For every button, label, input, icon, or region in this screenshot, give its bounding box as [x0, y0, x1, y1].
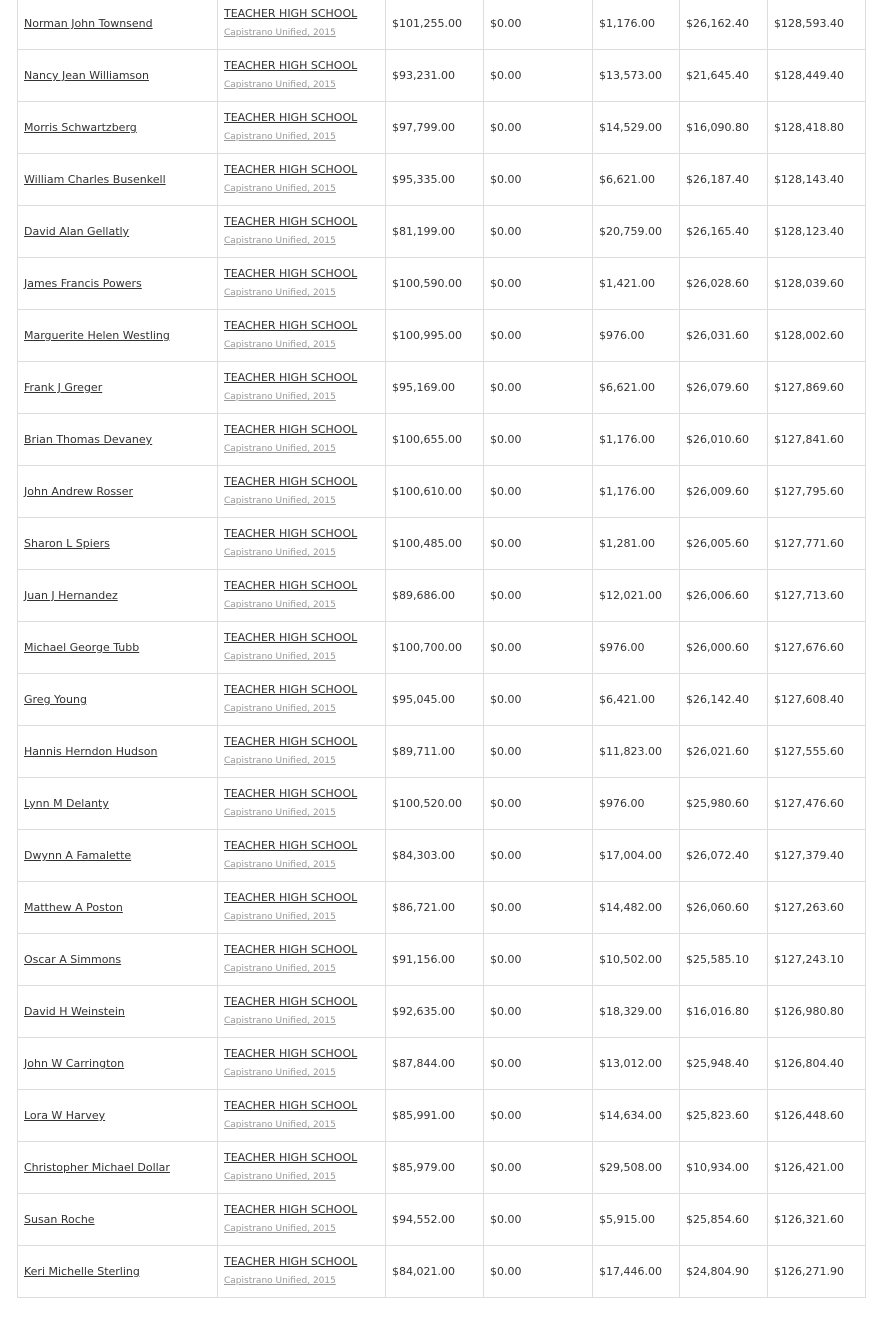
employee-name-link[interactable]: David H Weinstein: [24, 1005, 125, 1018]
other-pay-cell: $1,281.00: [593, 518, 680, 570]
employee-name-cell: [18, 50, 218, 102]
table-row: [18, 570, 866, 622]
benefits-cell: $26,000.60: [680, 622, 768, 674]
other-pay-cell: $12,021.00: [593, 570, 680, 622]
agency-year-link[interactable]: Capistrano Unified, 2015: [224, 80, 336, 90]
benefits-cell: $24,804.90: [680, 1246, 768, 1298]
employee-name-cell: [18, 1246, 218, 1298]
agency-year-link[interactable]: Capistrano Unified, 2015: [224, 1068, 336, 1078]
base-pay-cell: $95,169.00: [386, 362, 484, 414]
employee-name-link[interactable]: Marguerite Helen Westling: [24, 329, 170, 342]
overtime-pay-cell: $0.00: [484, 1194, 593, 1246]
job-title-link[interactable]: TEACHER HIGH SCHOOL: [224, 891, 358, 904]
job-title-link[interactable]: TEACHER HIGH SCHOOL: [224, 59, 358, 72]
employee-name-cell: [18, 622, 218, 674]
job-title-link[interactable]: TEACHER HIGH SCHOOL: [224, 735, 358, 748]
base-pay-cell: $93,231.00: [386, 50, 484, 102]
overtime-pay-cell: $0.00: [484, 986, 593, 1038]
other-pay-cell: $976.00: [593, 622, 680, 674]
employee-name-cell: [18, 1194, 218, 1246]
job-cell: [218, 674, 386, 726]
employee-name-cell: [18, 986, 218, 1038]
job-cell: [218, 570, 386, 622]
benefits-cell: $26,021.60: [680, 726, 768, 778]
agency-year-link[interactable]: Capistrano Unified, 2015: [224, 860, 336, 870]
job-cell: [218, 362, 386, 414]
table-row: [18, 414, 866, 466]
employee-name-cell: [18, 778, 218, 830]
job-cell: [218, 622, 386, 674]
benefits-cell: $26,142.40: [680, 674, 768, 726]
total-pay-cell: $127,379.40: [768, 830, 866, 882]
agency-year-link[interactable]: Capistrano Unified, 2015: [224, 236, 336, 246]
benefits-cell: $25,948.40: [680, 1038, 768, 1090]
job-cell: [218, 414, 386, 466]
job-cell: [218, 778, 386, 830]
job-title-link[interactable]: TEACHER HIGH SCHOOL: [224, 1255, 358, 1268]
employee-name-link[interactable]: Brian Thomas Devaney: [24, 433, 153, 446]
base-pay-cell: $100,610.00: [386, 466, 484, 518]
base-pay-cell: $94,552.00: [386, 1194, 484, 1246]
total-pay-cell: $126,980.80: [768, 986, 866, 1038]
job-title-link[interactable]: TEACHER HIGH SCHOOL: [224, 371, 358, 384]
other-pay-cell: $20,759.00: [593, 206, 680, 258]
job-title-link[interactable]: TEACHER HIGH SCHOOL: [224, 7, 358, 20]
job-cell: [218, 102, 386, 154]
job-cell: [218, 206, 386, 258]
other-pay-cell: $29,508.00: [593, 1142, 680, 1194]
total-pay-cell: $127,869.60: [768, 362, 866, 414]
other-pay-cell: $17,004.00: [593, 830, 680, 882]
job-cell: [218, 310, 386, 362]
overtime-pay-cell: $0.00: [484, 310, 593, 362]
job-cell: [218, 50, 386, 102]
benefits-cell: $26,006.60: [680, 570, 768, 622]
total-pay-cell: $128,418.80: [768, 102, 866, 154]
total-pay-cell: $127,841.60: [768, 414, 866, 466]
employee-name-cell: [18, 0, 218, 50]
agency-year-link[interactable]: Capistrano Unified, 2015: [224, 28, 336, 38]
other-pay-cell: $1,176.00: [593, 466, 680, 518]
employee-name-link[interactable]: Juan J Hernandez: [24, 589, 118, 602]
agency-year-link[interactable]: Capistrano Unified, 2015: [224, 964, 336, 974]
total-pay-cell: $127,713.60: [768, 570, 866, 622]
overtime-pay-cell: $0.00: [484, 50, 593, 102]
job-title-link[interactable]: TEACHER HIGH SCHOOL: [224, 1151, 358, 1164]
employee-name-link[interactable]: David Alan Gellatly: [24, 225, 130, 238]
table-row: [18, 934, 866, 986]
employee-name-link[interactable]: John W Carrington: [24, 1057, 125, 1070]
table-row: [18, 986, 866, 1038]
job-cell: [218, 1194, 386, 1246]
table-row: [18, 1246, 866, 1298]
employee-name-link[interactable]: Hannis Herndon Hudson: [24, 745, 158, 758]
employee-name-link[interactable]: Sharon L Spiers: [24, 537, 110, 550]
table-row: [18, 1090, 866, 1142]
job-title-link[interactable]: TEACHER HIGH SCHOOL: [224, 839, 358, 852]
employee-name-link[interactable]: Norman John Townsend: [24, 17, 153, 30]
salary-table: [17, 0, 866, 1298]
table-row: [18, 154, 866, 206]
total-pay-cell: $127,263.60: [768, 882, 866, 934]
overtime-pay-cell: $0.00: [484, 466, 593, 518]
overtime-pay-cell: $0.00: [484, 570, 593, 622]
table-row: [18, 778, 866, 830]
benefits-cell: $10,934.00: [680, 1142, 768, 1194]
table-row: [18, 830, 866, 882]
job-title-link[interactable]: TEACHER HIGH SCHOOL: [224, 111, 358, 124]
other-pay-cell: $6,621.00: [593, 154, 680, 206]
benefits-cell: $25,980.60: [680, 778, 768, 830]
table-row: [18, 466, 866, 518]
other-pay-cell: $5,915.00: [593, 1194, 680, 1246]
other-pay-cell: $10,502.00: [593, 934, 680, 986]
total-pay-cell: $126,804.40: [768, 1038, 866, 1090]
benefits-cell: $16,016.80: [680, 986, 768, 1038]
base-pay-cell: $100,995.00: [386, 310, 484, 362]
base-pay-cell: $81,199.00: [386, 206, 484, 258]
job-cell: [218, 518, 386, 570]
agency-year-link[interactable]: Capistrano Unified, 2015: [224, 288, 336, 298]
agency-year-link[interactable]: Capistrano Unified, 2015: [224, 808, 336, 818]
table-row: [18, 674, 866, 726]
benefits-cell: $26,010.60: [680, 414, 768, 466]
overtime-pay-cell: $0.00: [484, 154, 593, 206]
other-pay-cell: $1,176.00: [593, 0, 680, 50]
total-pay-cell: $126,321.60: [768, 1194, 866, 1246]
base-pay-cell: $95,045.00: [386, 674, 484, 726]
agency-year-link[interactable]: Capistrano Unified, 2015: [224, 704, 336, 714]
benefits-cell: $26,187.40: [680, 154, 768, 206]
other-pay-cell: $13,012.00: [593, 1038, 680, 1090]
other-pay-cell: $6,421.00: [593, 674, 680, 726]
job-cell: [218, 1038, 386, 1090]
total-pay-cell: $127,608.40: [768, 674, 866, 726]
employee-name-link[interactable]: Christopher Michael Dollar: [24, 1161, 170, 1174]
employee-name-cell: [18, 674, 218, 726]
agency-year-link[interactable]: Capistrano Unified, 2015: [224, 652, 336, 662]
employee-name-link[interactable]: Keri Michelle Sterling: [24, 1265, 140, 1278]
employee-name-link[interactable]: Frank J Greger: [24, 381, 103, 394]
table-row: [18, 1142, 866, 1194]
benefits-cell: $26,162.40: [680, 0, 768, 50]
job-cell: [218, 1246, 386, 1298]
employee-name-cell: [18, 154, 218, 206]
overtime-pay-cell: $0.00: [484, 1090, 593, 1142]
benefits-cell: $25,854.60: [680, 1194, 768, 1246]
other-pay-cell: $1,176.00: [593, 414, 680, 466]
other-pay-cell: $17,446.00: [593, 1246, 680, 1298]
job-title-link[interactable]: TEACHER HIGH SCHOOL: [224, 319, 358, 332]
other-pay-cell: $18,329.00: [593, 986, 680, 1038]
employee-name-cell: [18, 934, 218, 986]
benefits-cell: $26,009.60: [680, 466, 768, 518]
job-cell: [218, 986, 386, 1038]
overtime-pay-cell: $0.00: [484, 622, 593, 674]
employee-name-link[interactable]: Nancy Jean Williamson: [24, 69, 149, 82]
job-cell: [218, 934, 386, 986]
employee-name-cell: [18, 570, 218, 622]
total-pay-cell: $128,449.40: [768, 50, 866, 102]
employee-name-cell: [18, 414, 218, 466]
other-pay-cell: $14,634.00: [593, 1090, 680, 1142]
agency-year-link[interactable]: Capistrano Unified, 2015: [224, 184, 336, 194]
overtime-pay-cell: $0.00: [484, 882, 593, 934]
employee-name-link[interactable]: Oscar A Simmons: [24, 953, 122, 966]
job-title-link[interactable]: TEACHER HIGH SCHOOL: [224, 215, 358, 228]
agency-year-link[interactable]: Capistrano Unified, 2015: [224, 1120, 336, 1130]
employee-name-cell: [18, 310, 218, 362]
employee-name-link[interactable]: Matthew A Poston: [24, 901, 123, 914]
base-pay-cell: $84,021.00: [386, 1246, 484, 1298]
total-pay-cell: $127,795.60: [768, 466, 866, 518]
overtime-pay-cell: $0.00: [484, 1142, 593, 1194]
employee-name-cell: [18, 882, 218, 934]
job-cell: [218, 466, 386, 518]
employee-name-cell: [18, 518, 218, 570]
agency-year-link[interactable]: Capistrano Unified, 2015: [224, 756, 336, 766]
overtime-pay-cell: $0.00: [484, 102, 593, 154]
base-pay-cell: $85,991.00: [386, 1090, 484, 1142]
overtime-pay-cell: $0.00: [484, 1246, 593, 1298]
employee-name-cell: [18, 1038, 218, 1090]
base-pay-cell: $100,485.00: [386, 518, 484, 570]
overtime-pay-cell: $0.00: [484, 206, 593, 258]
salary-table-body: [18, 0, 866, 1298]
employee-name-link[interactable]: Dwynn A Famalette: [24, 849, 132, 862]
overtime-pay-cell: $0.00: [484, 258, 593, 310]
job-title-link[interactable]: TEACHER HIGH SCHOOL: [224, 787, 358, 800]
job-title-link[interactable]: TEACHER HIGH SCHOOL: [224, 683, 358, 696]
agency-year-link[interactable]: Capistrano Unified, 2015: [224, 1224, 336, 1234]
job-title-link[interactable]: TEACHER HIGH SCHOOL: [224, 267, 358, 280]
overtime-pay-cell: $0.00: [484, 1038, 593, 1090]
employee-name-link[interactable]: Morris Schwartzberg: [24, 121, 137, 134]
job-title-link[interactable]: TEACHER HIGH SCHOOL: [224, 1047, 358, 1060]
job-title-link[interactable]: TEACHER HIGH SCHOOL: [224, 943, 358, 956]
employee-name-cell: [18, 466, 218, 518]
employee-name-cell: [18, 726, 218, 778]
table-row: [18, 726, 866, 778]
job-cell: [218, 1090, 386, 1142]
job-title-link[interactable]: TEACHER HIGH SCHOOL: [224, 631, 358, 644]
base-pay-cell: $89,686.00: [386, 570, 484, 622]
overtime-pay-cell: $0.00: [484, 362, 593, 414]
agency-year-link[interactable]: Capistrano Unified, 2015: [224, 548, 336, 558]
job-cell: [218, 830, 386, 882]
job-cell: [218, 882, 386, 934]
overtime-pay-cell: $0.00: [484, 778, 593, 830]
agency-year-link[interactable]: Capistrano Unified, 2015: [224, 1016, 336, 1026]
total-pay-cell: $126,271.90: [768, 1246, 866, 1298]
employee-name-link[interactable]: Michael George Tubb: [24, 641, 140, 654]
job-cell: [218, 0, 386, 50]
overtime-pay-cell: $0.00: [484, 726, 593, 778]
benefits-cell: $16,090.80: [680, 102, 768, 154]
base-pay-cell: $91,156.00: [386, 934, 484, 986]
employee-name-link[interactable]: John Andrew Rosser: [24, 485, 134, 498]
job-cell: [218, 1142, 386, 1194]
overtime-pay-cell: $0.00: [484, 830, 593, 882]
other-pay-cell: $14,529.00: [593, 102, 680, 154]
table-row: [18, 1194, 866, 1246]
employee-name-link[interactable]: William Charles Busenkell: [24, 173, 166, 186]
table-row: [18, 206, 866, 258]
total-pay-cell: $128,593.40: [768, 0, 866, 50]
overtime-pay-cell: $0.00: [484, 518, 593, 570]
table-row: [18, 622, 866, 674]
benefits-cell: $26,028.60: [680, 258, 768, 310]
employee-name-link[interactable]: James Francis Powers: [24, 277, 142, 290]
employee-name-link[interactable]: Susan Roche: [24, 1213, 95, 1226]
other-pay-cell: $976.00: [593, 778, 680, 830]
overtime-pay-cell: $0.00: [484, 934, 593, 986]
employee-name-link[interactable]: Lynn M Delanty: [24, 797, 109, 810]
table-row: [18, 258, 866, 310]
total-pay-cell: $126,421.00: [768, 1142, 866, 1194]
job-cell: [218, 154, 386, 206]
benefits-cell: $25,823.60: [680, 1090, 768, 1142]
table-row: [18, 882, 866, 934]
table-row: [18, 310, 866, 362]
base-pay-cell: $89,711.00: [386, 726, 484, 778]
base-pay-cell: $87,844.00: [386, 1038, 484, 1090]
total-pay-cell: $128,039.60: [768, 258, 866, 310]
total-pay-cell: $127,555.60: [768, 726, 866, 778]
base-pay-cell: $84,303.00: [386, 830, 484, 882]
table-row: [18, 0, 866, 50]
job-title-link[interactable]: TEACHER HIGH SCHOOL: [224, 527, 358, 540]
benefits-cell: $26,165.40: [680, 206, 768, 258]
other-pay-cell: $11,823.00: [593, 726, 680, 778]
job-title-link[interactable]: TEACHER HIGH SCHOOL: [224, 475, 358, 488]
base-pay-cell: $100,700.00: [386, 622, 484, 674]
base-pay-cell: $85,979.00: [386, 1142, 484, 1194]
agency-year-link[interactable]: Capistrano Unified, 2015: [224, 392, 336, 402]
total-pay-cell: $128,123.40: [768, 206, 866, 258]
other-pay-cell: $6,621.00: [593, 362, 680, 414]
total-pay-cell: $126,448.60: [768, 1090, 866, 1142]
employee-name-cell: [18, 830, 218, 882]
table-row: [18, 518, 866, 570]
total-pay-cell: $127,676.60: [768, 622, 866, 674]
agency-year-link[interactable]: Capistrano Unified, 2015: [224, 600, 336, 610]
other-pay-cell: $1,421.00: [593, 258, 680, 310]
job-title-link[interactable]: TEACHER HIGH SCHOOL: [224, 995, 358, 1008]
other-pay-cell: $13,573.00: [593, 50, 680, 102]
benefits-cell: $25,585.10: [680, 934, 768, 986]
benefits-cell: $26,072.40: [680, 830, 768, 882]
benefits-cell: $26,060.60: [680, 882, 768, 934]
agency-year-link[interactable]: Capistrano Unified, 2015: [224, 1172, 336, 1182]
job-cell: [218, 258, 386, 310]
agency-year-link[interactable]: Capistrano Unified, 2015: [224, 132, 336, 142]
base-pay-cell: $86,721.00: [386, 882, 484, 934]
overtime-pay-cell: $0.00: [484, 674, 593, 726]
base-pay-cell: $100,655.00: [386, 414, 484, 466]
agency-year-link[interactable]: Capistrano Unified, 2015: [224, 912, 336, 922]
other-pay-cell: $14,482.00: [593, 882, 680, 934]
employee-name-link[interactable]: Lora W Harvey: [24, 1109, 106, 1122]
agency-year-link[interactable]: Capistrano Unified, 2015: [224, 444, 336, 454]
benefits-cell: $26,031.60: [680, 310, 768, 362]
agency-year-link[interactable]: Capistrano Unified, 2015: [224, 1276, 336, 1286]
total-pay-cell: $128,002.60: [768, 310, 866, 362]
agency-year-link[interactable]: Capistrano Unified, 2015: [224, 340, 336, 350]
job-title-link[interactable]: TEACHER HIGH SCHOOL: [224, 163, 358, 176]
base-pay-cell: $101,255.00: [386, 0, 484, 50]
total-pay-cell: $128,143.40: [768, 154, 866, 206]
benefits-cell: $21,645.40: [680, 50, 768, 102]
employee-name-cell: [18, 102, 218, 154]
employee-name-cell: [18, 1142, 218, 1194]
job-title-link[interactable]: TEACHER HIGH SCHOOL: [224, 1203, 358, 1216]
table-row: [18, 102, 866, 154]
agency-year-link[interactable]: Capistrano Unified, 2015: [224, 496, 336, 506]
total-pay-cell: $127,771.60: [768, 518, 866, 570]
job-title-link[interactable]: TEACHER HIGH SCHOOL: [224, 423, 358, 436]
table-row: [18, 1038, 866, 1090]
employee-name-cell: [18, 362, 218, 414]
base-pay-cell: $100,590.00: [386, 258, 484, 310]
job-title-link[interactable]: TEACHER HIGH SCHOOL: [224, 1099, 358, 1112]
total-pay-cell: $127,476.60: [768, 778, 866, 830]
table-row: [18, 50, 866, 102]
employee-name-cell: [18, 258, 218, 310]
employee-name-link[interactable]: Greg Young: [24, 693, 87, 706]
table-row: [18, 362, 866, 414]
total-pay-cell: $127,243.10: [768, 934, 866, 986]
base-pay-cell: $97,799.00: [386, 102, 484, 154]
overtime-pay-cell: $0.00: [484, 0, 593, 50]
employee-name-cell: [18, 1090, 218, 1142]
employee-name-cell: [18, 206, 218, 258]
benefits-cell: $26,079.60: [680, 362, 768, 414]
job-title-link[interactable]: TEACHER HIGH SCHOOL: [224, 579, 358, 592]
base-pay-cell: $95,335.00: [386, 154, 484, 206]
overtime-pay-cell: $0.00: [484, 414, 593, 466]
other-pay-cell: $976.00: [593, 310, 680, 362]
benefits-cell: $26,005.60: [680, 518, 768, 570]
base-pay-cell: $92,635.00: [386, 986, 484, 1038]
base-pay-cell: $100,520.00: [386, 778, 484, 830]
job-cell: [218, 726, 386, 778]
